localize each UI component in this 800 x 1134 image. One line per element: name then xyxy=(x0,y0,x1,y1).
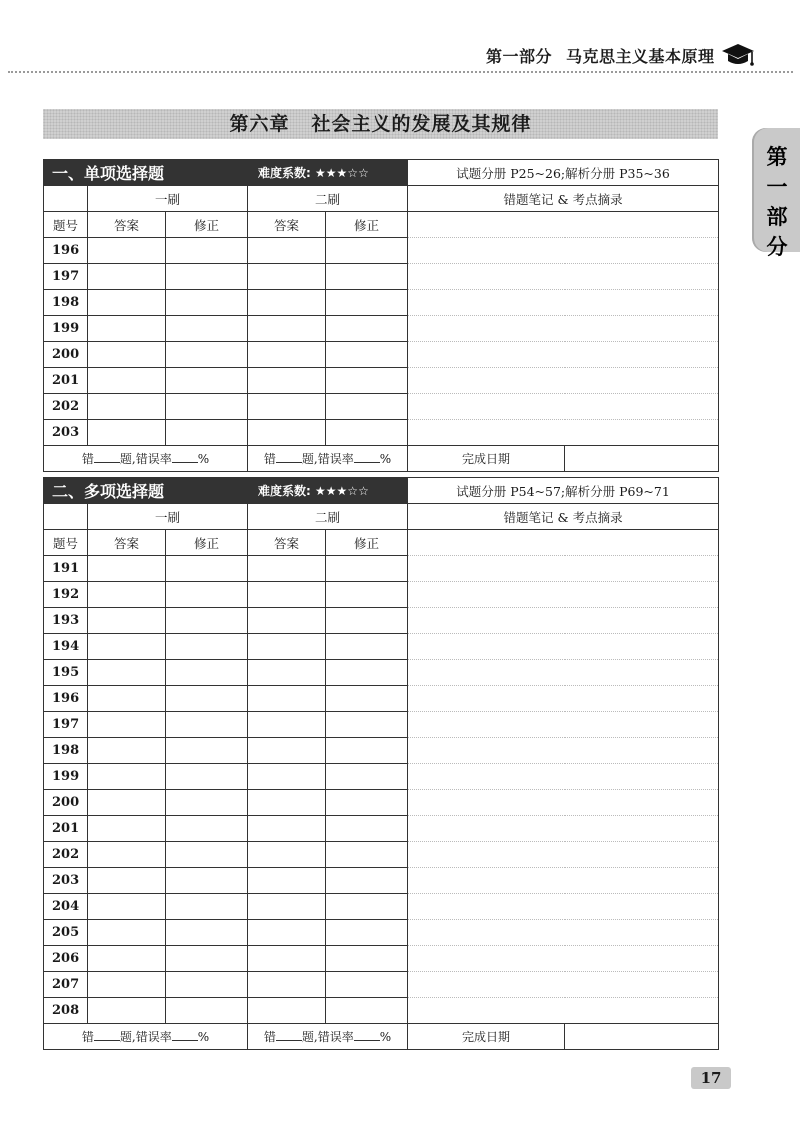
note-line[interactable] xyxy=(408,894,719,920)
question-row xyxy=(44,972,719,998)
blank-corner xyxy=(44,186,88,212)
answer-cell-round2[interactable] xyxy=(248,816,326,842)
note-line[interactable] xyxy=(408,634,719,660)
note-line[interactable] xyxy=(408,712,719,738)
fix-cell-round2[interactable] xyxy=(326,842,408,868)
answer-cell-round1[interactable] xyxy=(88,342,166,368)
question-number: 207 xyxy=(44,972,88,998)
error-mid: 题,错误率 xyxy=(119,1030,172,1044)
question-number: 206 xyxy=(44,946,88,972)
note-line[interactable] xyxy=(408,946,719,972)
fix-cell-round1[interactable] xyxy=(166,582,248,608)
answer-cell-round2[interactable] xyxy=(248,238,326,264)
page-number: 17 xyxy=(691,1067,731,1089)
answer-cell-round2[interactable] xyxy=(248,342,326,368)
multiple-choice-table xyxy=(43,477,719,1050)
question-row xyxy=(44,842,719,868)
error-prefix: 错 xyxy=(263,452,276,466)
question-number: 197 xyxy=(44,712,88,738)
completion-date-field[interactable] xyxy=(565,1024,719,1050)
round1-error-summary xyxy=(44,446,248,472)
col-answer-2: 答案 xyxy=(248,212,326,238)
note-line[interactable] xyxy=(408,998,719,1024)
question-number: 202 xyxy=(44,842,88,868)
answer-cell-round2[interactable] xyxy=(248,738,326,764)
completion-date-field[interactable] xyxy=(565,446,719,472)
answer-cell-round2[interactable] xyxy=(248,556,326,582)
question-number: 195 xyxy=(44,660,88,686)
answer-cell-round1[interactable] xyxy=(88,712,166,738)
answer-cell-round1[interactable] xyxy=(88,556,166,582)
question-row xyxy=(44,790,719,816)
answer-cell-round2[interactable] xyxy=(248,290,326,316)
fix-cell-round2[interactable] xyxy=(326,738,408,764)
difficulty-rating xyxy=(248,160,408,186)
fix-cell-round1[interactable] xyxy=(166,972,248,998)
answer-cell-round2[interactable] xyxy=(248,316,326,342)
error-rate-blank[interactable] xyxy=(172,1029,198,1041)
fix-cell-round2[interactable] xyxy=(326,660,408,686)
col-fix-1: 修正 xyxy=(166,212,248,238)
question-number: 204 xyxy=(44,894,88,920)
error-suffix: % xyxy=(197,452,210,466)
fix-cell-round2[interactable] xyxy=(326,368,408,394)
note-line[interactable] xyxy=(408,238,719,264)
answer-cell-round1[interactable] xyxy=(88,264,166,290)
note-line[interactable] xyxy=(408,394,719,420)
question-number: 202 xyxy=(44,394,88,420)
question-number: 194 xyxy=(44,634,88,660)
question-number: 196 xyxy=(44,238,88,264)
question-row xyxy=(44,316,719,342)
question-number: 201 xyxy=(44,816,88,842)
question-row xyxy=(44,712,719,738)
fix-cell-round1[interactable] xyxy=(166,868,248,894)
fix-cell-round1[interactable] xyxy=(166,738,248,764)
fix-cell-round2[interactable] xyxy=(326,816,408,842)
answer-cell-round1[interactable] xyxy=(88,660,166,686)
error-rate-blank[interactable] xyxy=(354,1029,380,1041)
note-line[interactable] xyxy=(408,842,719,868)
question-number: 192 xyxy=(44,582,88,608)
answer-cell-round1[interactable] xyxy=(88,998,166,1024)
error-mid: 题,错误率 xyxy=(301,1030,354,1044)
answer-cell-round2[interactable] xyxy=(248,420,326,446)
header-subject: 马克思主义基本原理 xyxy=(566,47,715,66)
col-answer-2: 答案 xyxy=(248,530,326,556)
answer-cell-round1[interactable] xyxy=(88,394,166,420)
question-number: 193 xyxy=(44,608,88,634)
answer-cell-round1[interactable] xyxy=(88,738,166,764)
question-number: 196 xyxy=(44,686,88,712)
fix-cell-round2[interactable] xyxy=(326,868,408,894)
answer-cell-round1[interactable] xyxy=(88,582,166,608)
question-row xyxy=(44,946,719,972)
fix-cell-round1[interactable] xyxy=(166,316,248,342)
answer-cell-round1[interactable] xyxy=(88,868,166,894)
answer-cell-round1[interactable] xyxy=(88,946,166,972)
answer-cell-round1[interactable] xyxy=(88,894,166,920)
question-row xyxy=(44,998,719,1024)
note-line[interactable] xyxy=(408,290,719,316)
fix-cell-round2[interactable] xyxy=(326,998,408,1024)
note-line[interactable] xyxy=(408,530,719,556)
question-number: 199 xyxy=(44,316,88,342)
col-answer-1: 答案 xyxy=(88,212,166,238)
col-fix-2: 修正 xyxy=(326,530,408,556)
column-header-row xyxy=(44,530,719,556)
answer-cell-round2[interactable] xyxy=(248,660,326,686)
column-header-row xyxy=(44,212,719,238)
question-number: 197 xyxy=(44,264,88,290)
answer-cell-round1[interactable] xyxy=(88,290,166,316)
note-line[interactable] xyxy=(408,868,719,894)
header-dotted-rule xyxy=(8,71,793,73)
fix-cell-round1[interactable] xyxy=(166,342,248,368)
answer-cell-round1[interactable] xyxy=(88,316,166,342)
fix-cell-round2[interactable] xyxy=(326,316,408,342)
graduation-cap-icon xyxy=(721,40,755,68)
question-number: 203 xyxy=(44,868,88,894)
round2-label: 二刷 xyxy=(248,186,408,212)
note-line[interactable] xyxy=(408,790,719,816)
header-part: 第一部分 xyxy=(486,47,553,66)
note-line[interactable] xyxy=(408,316,719,342)
fix-cell-round1[interactable] xyxy=(166,290,248,316)
answer-cell-round2[interactable] xyxy=(248,686,326,712)
answer-cell-round2[interactable] xyxy=(248,394,326,420)
error-rate-blank[interactable] xyxy=(172,451,198,463)
fix-cell-round2[interactable] xyxy=(326,264,408,290)
fix-cell-round2[interactable] xyxy=(326,946,408,972)
summary-row xyxy=(44,446,719,472)
col-fix-1: 修正 xyxy=(166,530,248,556)
error-suffix: % xyxy=(379,1030,392,1044)
fix-cell-round1[interactable] xyxy=(166,634,248,660)
question-number: 200 xyxy=(44,342,88,368)
side-tab-label: 第一部分 xyxy=(766,145,788,259)
error-mid: 题,错误率 xyxy=(301,452,354,466)
single-choice-table xyxy=(43,159,719,472)
round1-label: 一刷 xyxy=(88,504,248,530)
completion-date-label: 完成日期 xyxy=(408,1024,565,1050)
fix-cell-round1[interactable] xyxy=(166,894,248,920)
error-count-blank[interactable] xyxy=(276,451,302,463)
fix-cell-round2[interactable] xyxy=(326,686,408,712)
answer-cell-round1[interactable] xyxy=(88,790,166,816)
fix-cell-round1[interactable] xyxy=(166,608,248,634)
note-line[interactable] xyxy=(408,582,719,608)
fix-cell-round1[interactable] xyxy=(166,946,248,972)
answer-cell-round1[interactable] xyxy=(88,842,166,868)
difficulty-stars: ★★★☆☆ xyxy=(315,166,369,180)
round1-label: 一刷 xyxy=(88,186,248,212)
note-line[interactable] xyxy=(408,420,719,446)
side-section-tab xyxy=(752,128,800,259)
fix-cell-round1[interactable] xyxy=(166,712,248,738)
note-line[interactable] xyxy=(408,212,719,238)
fix-cell-round2[interactable] xyxy=(326,608,408,634)
question-row xyxy=(44,920,719,946)
answer-cell-round2[interactable] xyxy=(248,634,326,660)
note-line[interactable] xyxy=(408,264,719,290)
note-line[interactable] xyxy=(408,920,719,946)
fix-cell-round1[interactable] xyxy=(166,238,248,264)
answer-cell-round2[interactable] xyxy=(248,790,326,816)
round2-error-summary xyxy=(248,446,408,472)
question-number: 199 xyxy=(44,764,88,790)
error-prefix: 错 xyxy=(81,1030,94,1044)
fix-cell-round2[interactable] xyxy=(326,712,408,738)
question-row xyxy=(44,368,719,394)
col-question-number: 题号 xyxy=(44,530,88,556)
fix-cell-round1[interactable] xyxy=(166,368,248,394)
answer-cell-round1[interactable] xyxy=(88,608,166,634)
answer-cell-round1[interactable] xyxy=(88,686,166,712)
round1-error-summary xyxy=(44,1024,248,1050)
note-line[interactable] xyxy=(408,816,719,842)
question-row xyxy=(44,582,719,608)
error-mid: 题,错误率 xyxy=(119,452,172,466)
fix-cell-round2[interactable] xyxy=(326,920,408,946)
fix-cell-round2[interactable] xyxy=(326,556,408,582)
fix-cell-round2[interactable] xyxy=(326,582,408,608)
summary-row xyxy=(44,1024,719,1050)
question-number: 208 xyxy=(44,998,88,1024)
note-line[interactable] xyxy=(408,660,719,686)
fix-cell-round2[interactable] xyxy=(326,420,408,446)
error-rate-blank[interactable] xyxy=(354,451,380,463)
note-line[interactable] xyxy=(408,368,719,394)
note-line[interactable] xyxy=(408,738,719,764)
question-row xyxy=(44,686,719,712)
note-line[interactable] xyxy=(408,608,719,634)
fix-cell-round2[interactable] xyxy=(326,238,408,264)
fix-cell-round1[interactable] xyxy=(166,998,248,1024)
notes-label: 错题笔记 & 考点摘录 xyxy=(408,186,719,212)
answer-cell-round2[interactable] xyxy=(248,582,326,608)
answer-cell-round2[interactable] xyxy=(248,764,326,790)
section-header-row xyxy=(44,478,719,504)
answer-cell-round2[interactable] xyxy=(248,868,326,894)
question-row xyxy=(44,764,719,790)
fix-cell-round1[interactable] xyxy=(166,420,248,446)
reference-pages: 试题分册 P54~57;解析分册 P69~71 xyxy=(408,478,719,504)
question-number: 203 xyxy=(44,420,88,446)
question-row xyxy=(44,420,719,446)
round2-error-summary xyxy=(248,1024,408,1050)
difficulty-label: 难度系数: xyxy=(258,166,311,180)
question-row xyxy=(44,660,719,686)
blank-corner xyxy=(44,504,88,530)
error-count-blank[interactable] xyxy=(94,1029,120,1041)
answer-cell-round2[interactable] xyxy=(248,946,326,972)
question-number: 205 xyxy=(44,920,88,946)
answer-cell-round2[interactable] xyxy=(248,608,326,634)
answer-cell-round1[interactable] xyxy=(88,420,166,446)
question-number: 201 xyxy=(44,368,88,394)
question-row xyxy=(44,238,719,264)
answer-cell-round1[interactable] xyxy=(88,238,166,264)
fix-cell-round1[interactable] xyxy=(166,790,248,816)
difficulty-rating xyxy=(248,478,408,504)
fix-cell-round1[interactable] xyxy=(166,264,248,290)
note-line[interactable] xyxy=(408,764,719,790)
note-line[interactable] xyxy=(408,972,719,998)
error-prefix: 错 xyxy=(263,1030,276,1044)
fix-cell-round1[interactable] xyxy=(166,816,248,842)
section-title: 二、多项选择题 xyxy=(44,478,248,504)
section-header-row xyxy=(44,160,719,186)
answer-cell-round1[interactable] xyxy=(88,634,166,660)
reference-pages: 试题分册 P25~26;解析分册 P35~36 xyxy=(408,160,719,186)
note-line[interactable] xyxy=(408,686,719,712)
fix-cell-round1[interactable] xyxy=(166,556,248,582)
answer-cell-round1[interactable] xyxy=(88,972,166,998)
question-row xyxy=(44,738,719,764)
fix-cell-round2[interactable] xyxy=(326,394,408,420)
answer-cell-round2[interactable] xyxy=(248,842,326,868)
answer-cell-round1[interactable] xyxy=(88,816,166,842)
round2-label: 二刷 xyxy=(248,504,408,530)
error-prefix: 错 xyxy=(81,452,94,466)
question-row xyxy=(44,342,719,368)
question-number: 198 xyxy=(44,738,88,764)
answer-cell-round2[interactable] xyxy=(248,998,326,1024)
col-question-number: 题号 xyxy=(44,212,88,238)
fix-cell-round1[interactable] xyxy=(166,920,248,946)
col-answer-1: 答案 xyxy=(88,530,166,556)
question-row xyxy=(44,264,719,290)
fix-cell-round1[interactable] xyxy=(166,660,248,686)
col-fix-2: 修正 xyxy=(326,212,408,238)
error-suffix: % xyxy=(379,452,392,466)
question-number: 191 xyxy=(44,556,88,582)
round-header-row xyxy=(44,186,719,212)
note-line[interactable] xyxy=(408,342,719,368)
chapter-number: 第六章 xyxy=(229,113,290,135)
question-number: 200 xyxy=(44,790,88,816)
answer-cell-round2[interactable] xyxy=(248,894,326,920)
section-title: 一、单项选择题 xyxy=(44,160,248,186)
chapter-banner xyxy=(43,109,718,139)
question-row xyxy=(44,556,719,582)
question-row xyxy=(44,394,719,420)
running-header xyxy=(486,44,715,67)
fix-cell-round2[interactable] xyxy=(326,290,408,316)
fix-cell-round2[interactable] xyxy=(326,790,408,816)
round-header-row xyxy=(44,504,719,530)
answer-cell-round1[interactable] xyxy=(88,764,166,790)
error-count-blank[interactable] xyxy=(94,451,120,463)
answer-cell-round2[interactable] xyxy=(248,972,326,998)
answer-cell-round2[interactable] xyxy=(248,920,326,946)
question-row xyxy=(44,290,719,316)
fix-cell-round2[interactable] xyxy=(326,972,408,998)
question-row xyxy=(44,894,719,920)
note-line[interactable] xyxy=(408,556,719,582)
answer-cell-round2[interactable] xyxy=(248,368,326,394)
fix-cell-round1[interactable] xyxy=(166,842,248,868)
answer-cell-round2[interactable] xyxy=(248,712,326,738)
answer-cell-round1[interactable] xyxy=(88,368,166,394)
error-count-blank[interactable] xyxy=(276,1029,302,1041)
fix-cell-round2[interactable] xyxy=(326,342,408,368)
fix-cell-round2[interactable] xyxy=(326,894,408,920)
notes-label: 错题笔记 & 考点摘录 xyxy=(408,504,719,530)
question-row xyxy=(44,816,719,842)
fix-cell-round1[interactable] xyxy=(166,394,248,420)
question-row xyxy=(44,608,719,634)
fix-cell-round1[interactable] xyxy=(166,686,248,712)
chapter-name: 社会主义的发展及其规律 xyxy=(311,113,532,135)
fix-cell-round2[interactable] xyxy=(326,634,408,660)
fix-cell-round1[interactable] xyxy=(166,764,248,790)
difficulty-stars: ★★★☆☆ xyxy=(315,484,369,498)
chapter-title xyxy=(43,109,718,139)
difficulty-label: 难度系数: xyxy=(258,484,311,498)
error-suffix: % xyxy=(197,1030,210,1044)
question-row xyxy=(44,634,719,660)
answer-cell-round2[interactable] xyxy=(248,264,326,290)
fix-cell-round2[interactable] xyxy=(326,764,408,790)
completion-date-label: 完成日期 xyxy=(408,446,565,472)
question-row xyxy=(44,868,719,894)
question-number: 198 xyxy=(44,290,88,316)
answer-cell-round1[interactable] xyxy=(88,920,166,946)
